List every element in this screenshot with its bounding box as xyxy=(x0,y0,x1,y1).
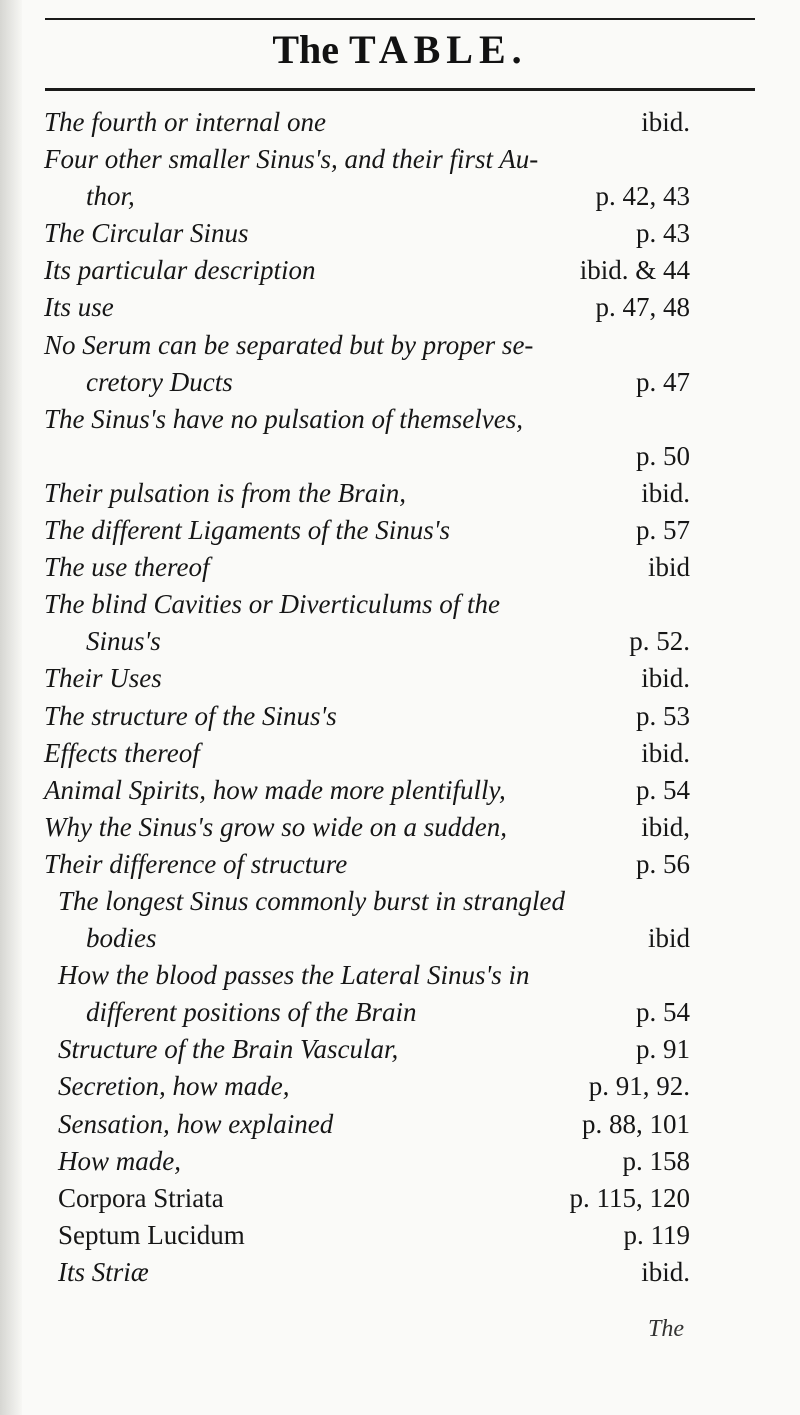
index-entry xyxy=(44,1180,690,1217)
entry-text: Their pulsation is from the Brain, xyxy=(44,477,407,508)
entry-page: ibid. xyxy=(641,477,690,508)
entry-text: Sensation, how explained xyxy=(58,1108,334,1139)
entry-page: p. 57 xyxy=(636,515,690,546)
entry-page: ibid. xyxy=(641,663,690,694)
entry-text: cretory Ducts xyxy=(86,366,233,397)
entry-page: p. 119 xyxy=(623,1219,690,1250)
index-entry xyxy=(44,772,690,809)
index-entry xyxy=(44,327,690,364)
entry-page: p. 43 xyxy=(636,218,690,249)
entry-page: ibid. & 44 xyxy=(579,255,690,286)
index-entry xyxy=(44,586,690,623)
entry-text: The Circular Sinus xyxy=(44,218,249,249)
index-entry xyxy=(44,1254,690,1291)
index-entry xyxy=(44,215,690,252)
entry-text: Its use xyxy=(44,292,114,323)
entry-page: p. 47, 48 xyxy=(595,292,690,323)
index-entry-continuation xyxy=(44,920,690,957)
entry-page: ibid. xyxy=(641,107,690,137)
entry-page: ibid. xyxy=(641,737,690,768)
index-entry xyxy=(44,957,690,994)
entry-page: ibid xyxy=(647,552,690,583)
index-entry xyxy=(44,252,690,289)
index-entry xyxy=(44,1068,690,1105)
running-head-table: TABLE. xyxy=(349,27,528,72)
entry-text: bodies xyxy=(86,923,157,954)
entry-text: Sinus's xyxy=(86,626,161,657)
entry-text: The Sinus's have no pulsation of themselves, xyxy=(44,403,523,434)
entry-page: p. 54 xyxy=(636,997,690,1028)
index-entry-continuation xyxy=(44,364,690,401)
entry-text: Structure of the Brain Vascular, xyxy=(58,1034,399,1065)
index-entry-continuation xyxy=(44,994,690,1031)
entry-page: p. 52. xyxy=(629,626,690,657)
entry-text: Why the Sinus's grow so wide on a sudden, xyxy=(44,811,508,842)
index-entry xyxy=(44,660,690,697)
header-rule-bottom xyxy=(45,88,755,91)
entry-page: p. 42, 43 xyxy=(595,181,690,212)
index-entry xyxy=(44,846,690,883)
header-rule-top xyxy=(45,18,755,20)
index-entry xyxy=(44,549,690,586)
entry-page: ibid. xyxy=(641,1256,690,1287)
index-entry xyxy=(44,475,690,512)
entry-text: No Serum can be separated but by proper se- xyxy=(44,329,534,360)
entry-page: p. 91 xyxy=(636,1034,690,1065)
entry-text: Effects thereof xyxy=(44,737,200,768)
entry-text: Secretion, how made, xyxy=(58,1071,290,1102)
index-entry xyxy=(44,809,690,846)
index-entry xyxy=(44,1217,690,1254)
catchword: The xyxy=(648,1316,684,1342)
entry-text: Septum Lucidum xyxy=(58,1219,245,1250)
entry-text: different positions of the Brain xyxy=(86,997,417,1028)
entry-text: The blind Cavities or Diverticulums of the xyxy=(44,589,500,620)
entry-text: Their difference of structure xyxy=(44,848,348,879)
page-gutter-shadow xyxy=(0,0,22,1415)
entry-text: The longest Sinus commonly burst in strangled xyxy=(58,885,565,916)
entry-text: thor, xyxy=(86,181,135,212)
index-entry xyxy=(44,289,690,326)
entry-page: ibid xyxy=(647,923,690,954)
index-entry xyxy=(44,1031,690,1068)
entry-text: The fourth or internal one xyxy=(44,107,326,137)
index-entries xyxy=(44,104,690,1291)
index-entry-continuation xyxy=(44,623,690,660)
entry-text: How made, xyxy=(58,1145,181,1176)
entry-text: Its particular description xyxy=(44,255,316,286)
running-head xyxy=(45,22,755,78)
entry-text: Four other smaller Sinus's, and their first Au- xyxy=(44,144,539,175)
entry-page: p. 47 xyxy=(636,366,690,397)
entry-text: The structure of the Sinus's xyxy=(44,700,337,731)
entry-text: Animal Spirits, how made more plentifully, xyxy=(44,774,506,805)
entry-text: The use thereof xyxy=(44,552,210,583)
entry-text: The different Ligaments of the Sinus's xyxy=(44,515,451,546)
index-entry xyxy=(44,1106,690,1143)
index-entry xyxy=(44,735,690,772)
entry-text: Corpora Striata xyxy=(58,1182,224,1213)
index-entry xyxy=(44,883,690,920)
index-entry-continuation xyxy=(44,178,690,215)
index-entry xyxy=(44,141,690,178)
index-entry-continuation xyxy=(44,438,690,475)
index-entry xyxy=(44,1143,690,1180)
entry-page: p. 54 xyxy=(636,774,690,805)
entry-page: p. 158 xyxy=(622,1145,690,1176)
entry-page: p. 53 xyxy=(636,700,690,731)
entry-page: ibid, xyxy=(641,811,690,842)
entry-text: Its Striæ xyxy=(58,1256,149,1287)
entry-page: p. 115, 120 xyxy=(569,1182,690,1213)
entry-page: p. 91, 92. xyxy=(588,1071,690,1102)
running-head-the: The xyxy=(272,27,340,72)
entry-page: p. 56 xyxy=(636,848,690,879)
index-entry xyxy=(44,512,690,549)
entry-page: p. 88, 101 xyxy=(582,1108,690,1139)
index-entry xyxy=(44,698,690,735)
index-entry xyxy=(44,401,690,438)
index-entry xyxy=(44,104,690,141)
entry-page: p. 50 xyxy=(636,440,690,471)
entry-text: How the blood passes the Lateral Sinus's in xyxy=(58,960,530,991)
entry-text: Their Uses xyxy=(44,663,162,694)
